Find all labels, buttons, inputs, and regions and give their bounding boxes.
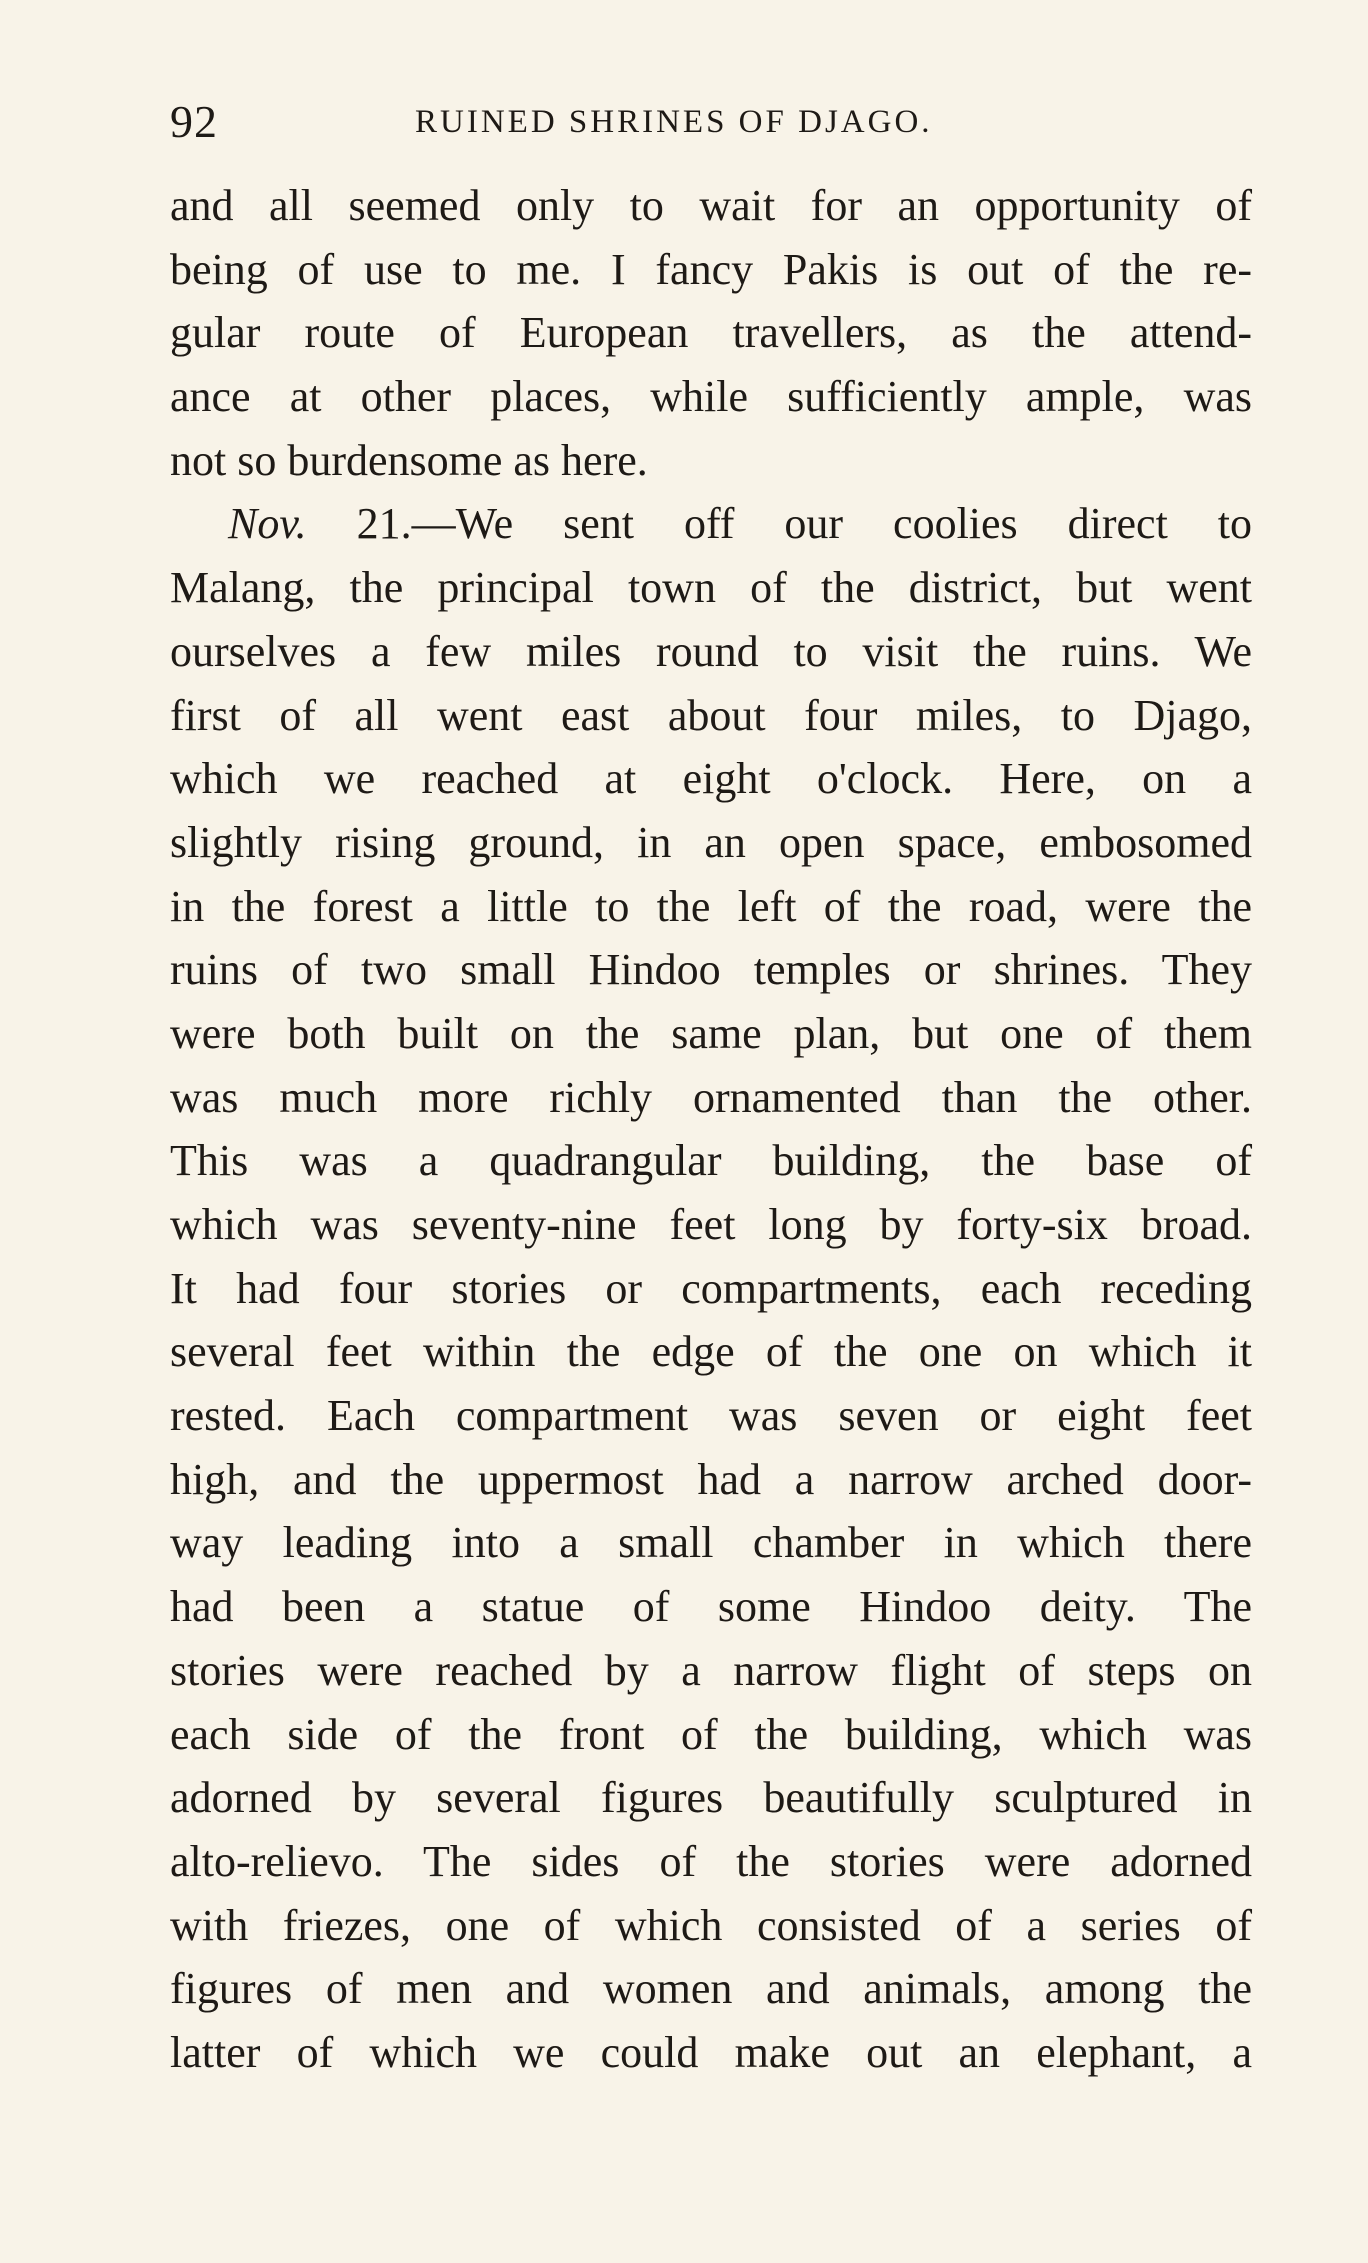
text-line: first of all went east about four miles, to Djago, [170, 690, 1252, 740]
text-line: adorned by several figures beautifully sculptured in [170, 1773, 1252, 1823]
text-line: were both built on the same plan, but one of them [170, 1008, 1252, 1058]
text-line: high, and the uppermost had a narrow arched door- [170, 1454, 1252, 1504]
text-line: way leading into a small chamber in which there [170, 1518, 1252, 1568]
text-line: being of use to me. I fancy Pakis is out of the re- [170, 244, 1252, 294]
page-number: 92 [170, 96, 218, 147]
text-line: with friezes, one of which consisted of a series of [170, 1900, 1252, 1950]
text-line: not so burdensome as here. [170, 435, 648, 485]
page-header [170, 92, 1252, 152]
text-line: This was a quadrangular building, the base of [170, 1136, 1252, 1186]
text-line: Malang, the principal town of the district, but went [170, 563, 1252, 613]
text-line: ourselves a few miles round to visit the ruins. We [170, 626, 1252, 676]
text-line-dated [170, 492, 1252, 556]
text-line-rest: 21.—We sent off our coolies direct to [356, 499, 1252, 549]
text-line: each side of the front of the building, which was [170, 1709, 1252, 1759]
date-label: Nov. [228, 499, 307, 549]
text-line: ance at other places, while sufficiently ample, was [170, 372, 1252, 422]
text-line: ruins of two small Hindoo temples or shrines. They [170, 945, 1252, 995]
text-line: several feet within the edge of the one on which it [170, 1327, 1252, 1377]
text-line: latter of which we could make out an elephant, a [170, 2027, 1252, 2077]
running-head: RUINED SHRINES OF DJAGO. [415, 104, 933, 140]
text-line: in the forest a little to the left of the road, were the [170, 881, 1252, 931]
body-text [170, 174, 1252, 2085]
text-line: rested. Each compartment was seven or eight feet [170, 1391, 1252, 1441]
text-line: figures of men and women and animals, among the [170, 1964, 1252, 2014]
text-line: gular route of European travellers, as the attend- [170, 308, 1252, 358]
text-line: which we reached at eight o'clock. Here, on a [170, 754, 1252, 804]
text-line: was much more richly ornamented than the other. [170, 1072, 1252, 1122]
text-line: It had four stories or compartments, each receding [170, 1263, 1252, 1313]
text-line: had been a statue of some Hindoo deity. The [170, 1582, 1252, 1632]
text-line: and all seemed only to wait for an opportunity of [170, 181, 1252, 230]
text-line: alto-relievo. The sides of the stories were adorned [170, 1836, 1252, 1886]
text-line: slightly rising ground, in an open space, embosomed [170, 817, 1252, 867]
text-line: stories were reached by a narrow flight of steps on [170, 1645, 1252, 1695]
text-line: which was seventy-nine feet long by forty-six broad. [170, 1200, 1252, 1249]
